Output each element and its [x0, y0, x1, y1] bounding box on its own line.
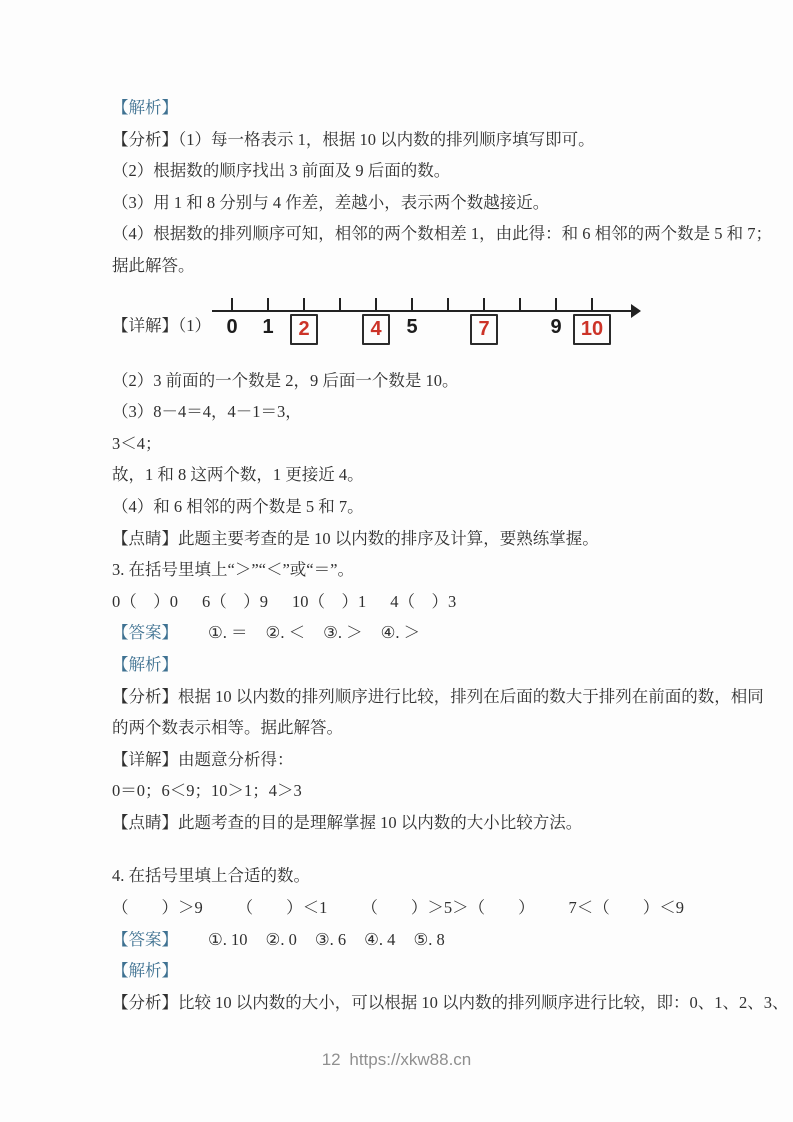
- tick-mark: [339, 298, 341, 311]
- q2-dianjing: 【点睛】此题主要考查的是 10 以内数的排序及计算，要熟练掌握。: [112, 528, 599, 548]
- q3-compare-line: 0＝0；6＜9；10＞1；4＞3: [112, 781, 302, 801]
- page-footer: [0, 1050, 793, 1070]
- q2-xiangjie-label: 【详解】（1）: [112, 315, 211, 335]
- q3-problem-item: 10（ ）1: [292, 591, 367, 611]
- numberline-cell: [322, 298, 358, 345]
- numberline-label: 1: [262, 315, 274, 338]
- footer-url: https://xkw88.cn: [349, 1050, 472, 1069]
- q4-answer-item: ⑤. 8: [413, 929, 445, 949]
- q3-problem-item: 6（ ）9: [202, 591, 268, 611]
- q3-title: 3. 在括号里填上“＞”“＜”或“＝”。: [112, 560, 354, 580]
- q2-xiangjie-line-3: （3）8－4＝4，4－1＝3，: [112, 402, 302, 422]
- q3-xiangjie: 【详解】由题意分析得：: [112, 749, 294, 769]
- numberline-cell: [466, 298, 502, 345]
- q2-xiangjie-line-5: 故，1 和 8 这两个数，1 更接近 4。: [112, 465, 364, 485]
- q4-problem-row: [112, 892, 684, 924]
- q4-answer-item: ②. 0: [265, 929, 297, 949]
- numberline-cell: [574, 298, 610, 345]
- tick-mark: [519, 298, 521, 311]
- numberline-cell: [430, 298, 466, 345]
- tick-mark: [591, 298, 593, 311]
- q3-dianjing: 【点睛】此题考查的目的是理解掌握 10 以内数的大小比较方法。: [112, 812, 583, 832]
- numberline-cell: [250, 298, 286, 345]
- q2-jiexi-marker: 【解析】: [112, 98, 178, 117]
- q3-answer-marker: 【答案】: [112, 623, 178, 643]
- numberline-answer-box: 2: [290, 314, 317, 345]
- tick-mark: [483, 298, 485, 311]
- tick-mark: [555, 298, 557, 311]
- tick-mark: [267, 298, 269, 311]
- q4-answer-item: ③. 6: [314, 929, 347, 949]
- document-body: [112, 92, 789, 1018]
- numberline-figure: [212, 298, 648, 345]
- numberline-answer-box: 7: [470, 314, 497, 345]
- q3-jiexi-marker: 【解析】: [112, 654, 178, 674]
- q3-answer-item: ②. ＜: [265, 623, 306, 643]
- q4-answer-marker: 【答案】: [112, 929, 178, 949]
- page-number: 12: [321, 1050, 341, 1069]
- q2-fenxi-line-1: 【分析】（1）每一格表示 1，根据 10 以内数的排列顺序填写即可。: [112, 129, 595, 149]
- numberline-cell: [538, 298, 574, 345]
- q2-xiangjie-line-4: 3＜4；: [112, 433, 162, 453]
- numberline-cell: [394, 298, 430, 345]
- q4-problem-item: （ ）＞5＞（ ）: [361, 898, 535, 918]
- q2-xiangjie-line-2: （2）3 前面的一个数是 2，9 后面一个数是 10。: [112, 370, 459, 390]
- numberline-cell: [286, 298, 322, 345]
- tick-mark: [411, 298, 413, 311]
- tick-mark: [231, 298, 233, 311]
- numberline-label: 0: [226, 315, 238, 338]
- q2-fenxi-line-3: （3）用 1 和 8 分别与 4 作差，差越小，表示两个数越接近。: [112, 192, 550, 212]
- numberline-answer-box: 4: [362, 314, 389, 345]
- numberline-cell: [358, 298, 394, 345]
- q3-answer-row: [112, 617, 688, 649]
- q4-problem-item: （ ）＞9: [112, 898, 203, 918]
- numberline-cell: [214, 298, 250, 345]
- q3-problem-row: [112, 586, 688, 618]
- tick-mark: [303, 298, 305, 311]
- numberline-cells: [212, 298, 648, 345]
- q2-fenxi-line-5: 据此解答。: [112, 255, 195, 275]
- q4-answer-item: ①. 10: [208, 929, 248, 949]
- q3-answer-item: ③. ＞: [323, 623, 363, 643]
- q3-answer-item: ①. ＝: [208, 623, 248, 643]
- q2-xiangjie-line-6: （4）和 6 相邻的两个数是 5 和 7。: [112, 496, 364, 516]
- numberline-label: [443, 314, 453, 341]
- q2-xiangjie-figure-row: [112, 298, 688, 345]
- q3-problem-item: 0（ ）0: [112, 591, 178, 611]
- numberline-cell: [502, 298, 538, 345]
- q4-problem-item: （ ）＜1: [236, 898, 328, 918]
- numberline-answer-box: 10: [573, 314, 611, 345]
- numberline-label: 9: [550, 315, 562, 338]
- q4-jiexi-marker: 【解析】: [112, 961, 178, 981]
- numberline-label: [335, 314, 345, 341]
- q3-fenxi-line-2: 的两个数表示相等。据此解答。: [112, 718, 343, 738]
- q3-problem-item: 4（ ）3: [390, 591, 457, 611]
- tick-mark: [447, 298, 449, 311]
- numberline-label: 5: [406, 315, 418, 338]
- q2-fenxi-line-4: （4）根据数的排列顺序可知，相邻的两个数相差 1，由此得：和 6 相邻的两个数是 5 和 7；: [112, 224, 772, 244]
- q4-answer-item: ④. 4: [364, 929, 396, 949]
- q4-fenxi-line-1: 【分析】比较 10 以内数的大小，可以根据 10 以内数的排列顺序进行比较，即：0、1、2、3、: [112, 992, 789, 1012]
- q3-fenxi-line-1: 【分析】根据 10 以内数的排列顺序进行比较，排列在后面的数大于排列在前面的数，相同: [112, 686, 764, 706]
- tick-mark: [375, 298, 377, 311]
- q4-answer-row: [112, 924, 688, 956]
- q3-answer-item: ④. ＞: [380, 623, 421, 643]
- q4-problem-item: 7＜（ ）＜9: [568, 898, 684, 918]
- q2-fenxi-line-2: （2）根据数的顺序找出 3 前面及 9 后面的数。: [112, 161, 451, 181]
- q4-title: 4. 在括号里填上合适的数。: [112, 866, 310, 886]
- numberline-label: [515, 314, 525, 341]
